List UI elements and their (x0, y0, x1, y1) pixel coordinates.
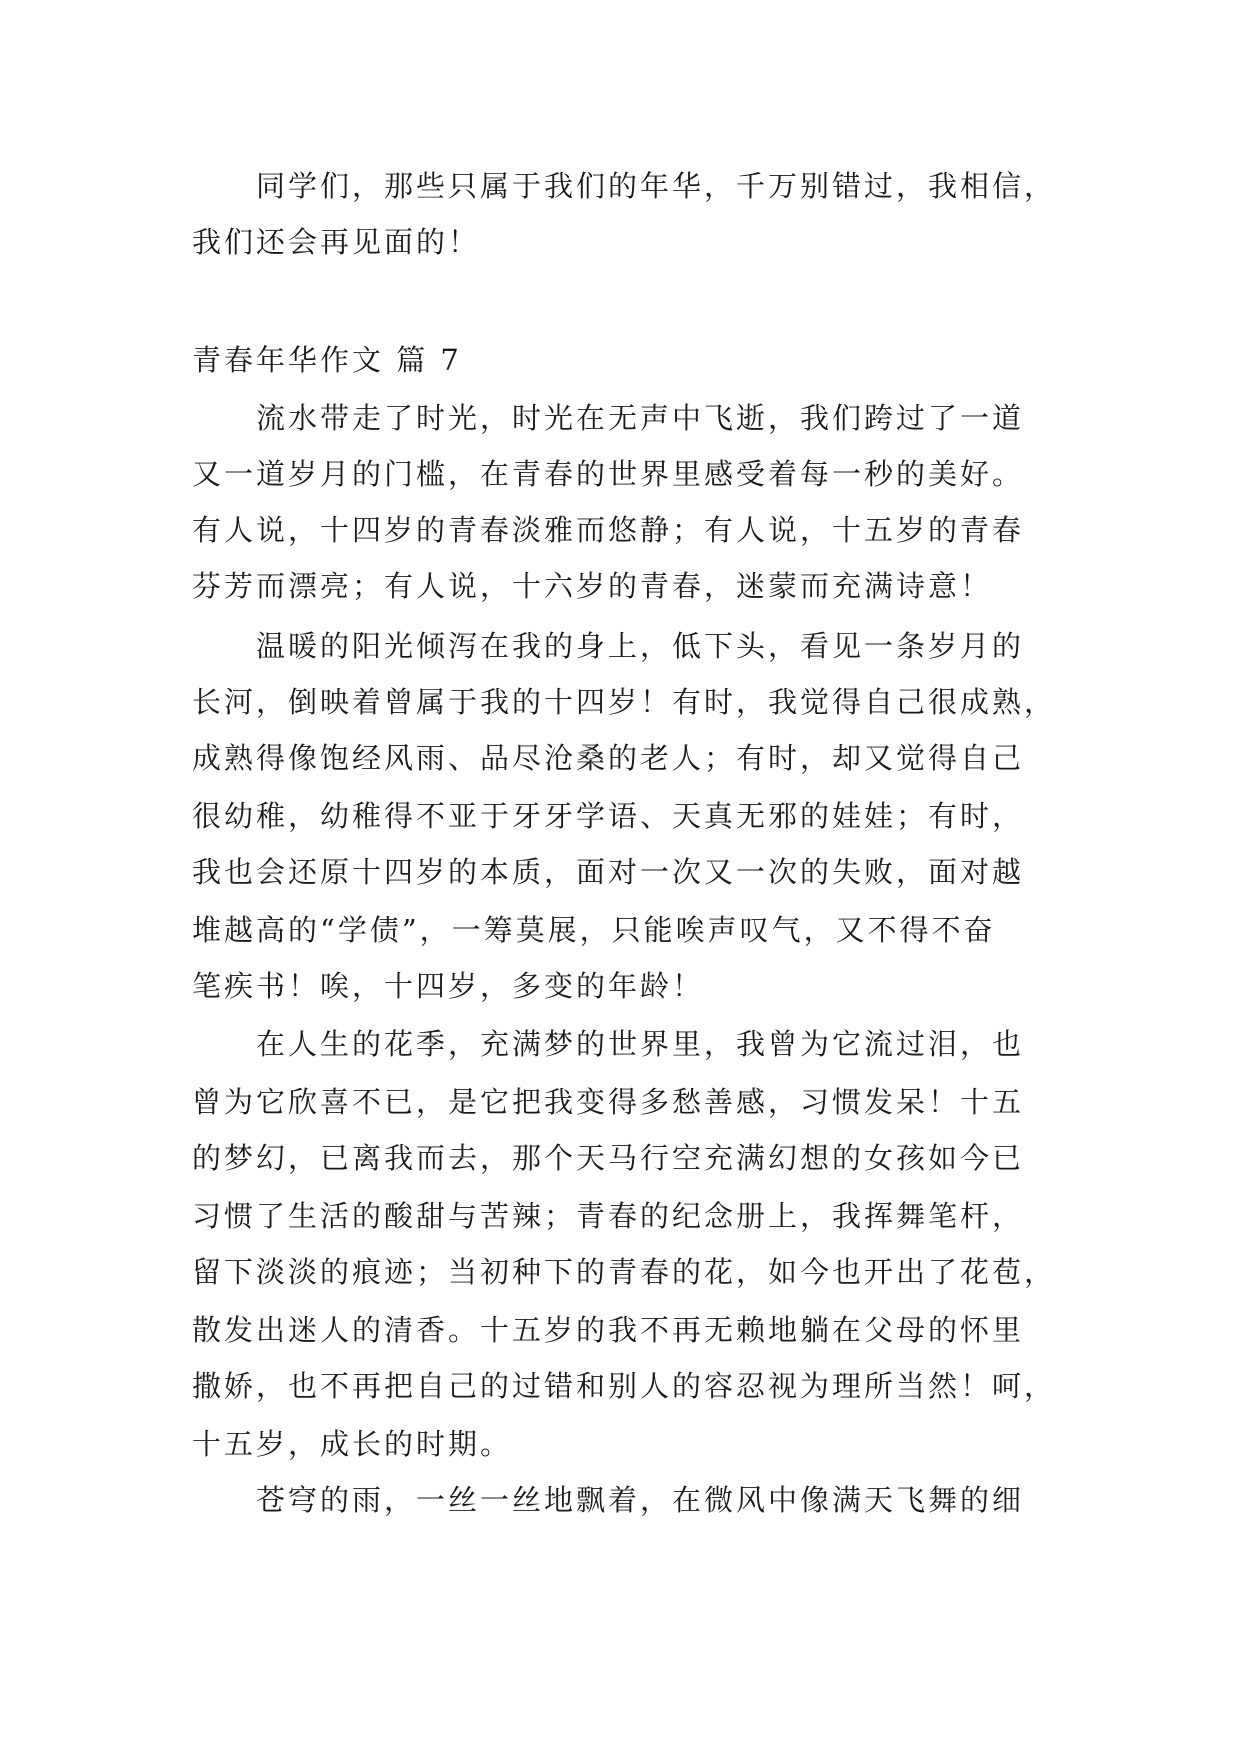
paragraph-line: 芬芳而漂亮；有人说，十六岁的青春，迷蒙而充满诗意！ (192, 569, 993, 603)
paragraph-line: 曾为它欣喜不已，是它把我变得多愁善感，习惯发呆！十五 (192, 1085, 1025, 1119)
paragraph-line: 在人生的花季，充满梦的世界里，我曾为它流过泪，也 (256, 1027, 1025, 1061)
paragraph-line: 流水带走了时光，时光在无声中飞逝，我们跨过了一道 (256, 401, 1025, 435)
paragraph-line: 的梦幻，已离我而去，那个天马行空充满幻想的女孩如今已 (192, 1141, 1025, 1175)
paragraph-line: 笔疾书！唉，十四岁，多变的年龄！ (192, 969, 705, 1003)
paragraph-line: 撒娇，也不再把自己的过错和别人的容忍视为理所当然！呵， (192, 1369, 1057, 1403)
paragraph-line: 长河，倒映着曾属于我的十四岁！有时，我觉得自己很成熟， (192, 685, 1057, 719)
paragraph-line: 很幼稚，幼稚得不亚于牙牙学语、天真无邪的娃娃；有时， (192, 799, 1025, 833)
paragraph-line: 同学们，那些只属于我们的年华，千万别错过，我相信， (256, 169, 1057, 203)
paragraph-line: 习惯了生活的酸甜与苦辣；青春的纪念册上，我挥舞笔杆， (192, 1199, 1025, 1233)
paragraph-line: 我们还会再见面的！ (192, 225, 481, 259)
paragraph-line: 苍穹的雨，一丝一丝地飘着，在微风中像满天飞舞的细 (256, 1483, 1025, 1517)
paragraph-line: 有人说，十四岁的青春淡雅而悠静；有人说，十五岁的青春 (192, 513, 1025, 547)
paragraph-line: 我也会还原十四岁的本质，面对一次又一次的失败，面对越 (192, 855, 1025, 889)
essay-heading: 青春年华作文 篇 7 (192, 343, 462, 377)
paragraph-line: 散发出迷人的清香。十五岁的我不再无赖地躺在父母的怀里 (192, 1313, 1025, 1347)
paragraph-line: 留下淡淡的痕迹；当初种下的青春的花，如今也开出了花苞， (192, 1255, 1057, 1289)
paragraph-line: 成熟得像饱经风雨、品尽沧桑的老人；有时，却又觉得自己 (192, 741, 1025, 775)
paragraph-line: 十五岁，成长的时期。 (192, 1427, 513, 1461)
paragraph-line: 又一道岁月的门槛，在青春的世界里感受着每一秒的美好。 (192, 457, 1025, 491)
paragraph-line: 堆越高的“学债”，一筹莫展，只能唉声叹气，又不得不奋 (192, 913, 996, 947)
paragraph-line: 温暖的阳光倾泻在我的身上，低下头，看见一条岁月的 (256, 629, 1025, 663)
